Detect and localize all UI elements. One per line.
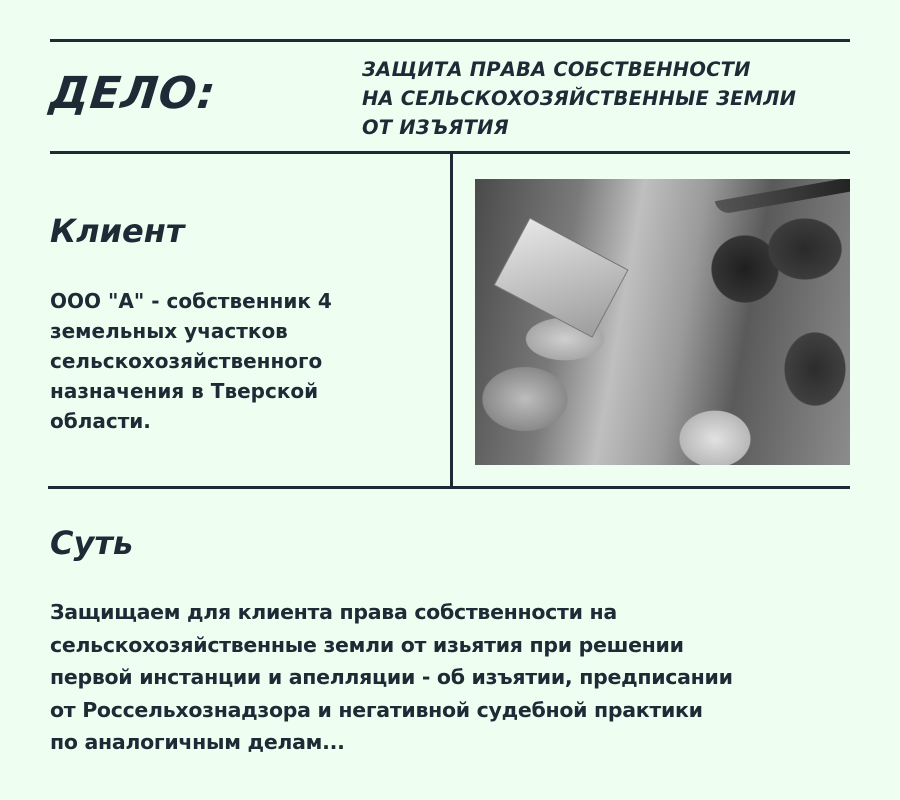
essence-text-line: сельскохозяйственные земли от изьятия при решении — [50, 632, 684, 657]
middle-rule — [48, 486, 850, 489]
essence-description — [50, 596, 733, 759]
essence-text-line: по аналогичным делам... — [50, 730, 345, 754]
column-divider — [450, 152, 453, 488]
knife-graphic — [715, 179, 850, 215]
banknotes-graphic — [493, 217, 628, 338]
essence-text-line: от Россельхознадзора и негативной судебной практики — [50, 697, 703, 722]
client-text-line: назначения в Тверской — [50, 379, 319, 403]
essence-text-line: первой инстанции и апелляции - об изъятии, предписании — [50, 665, 733, 689]
case-title-line: ОТ ИЗЪЯТИЯ — [362, 116, 509, 139]
case-title-line: ЗАЩИТА ПРАВА СОБСТВЕННОСТИ — [362, 58, 751, 81]
case-title-line: НА СЕЛЬСКОХОЗЯЙСТВЕННЫЕ ЗЕМЛИ — [362, 87, 797, 110]
client-description — [50, 286, 332, 436]
top-rule — [50, 39, 850, 42]
client-text-line: ООО "А" - собственник 4 — [50, 289, 332, 313]
essence-text-line: Защищаем для клиента права собственности на — [50, 600, 617, 624]
client-text-line: земельных участков — [50, 319, 288, 343]
case-label: ДЕЛО: — [47, 68, 219, 119]
case-illustration-photo — [475, 179, 850, 465]
client-text-line: сельскохозяйственного — [50, 349, 323, 373]
essence-heading: Суть — [50, 524, 134, 562]
client-heading: Клиент — [50, 212, 185, 250]
case-title — [362, 55, 796, 142]
client-text-line: области. — [50, 409, 151, 433]
